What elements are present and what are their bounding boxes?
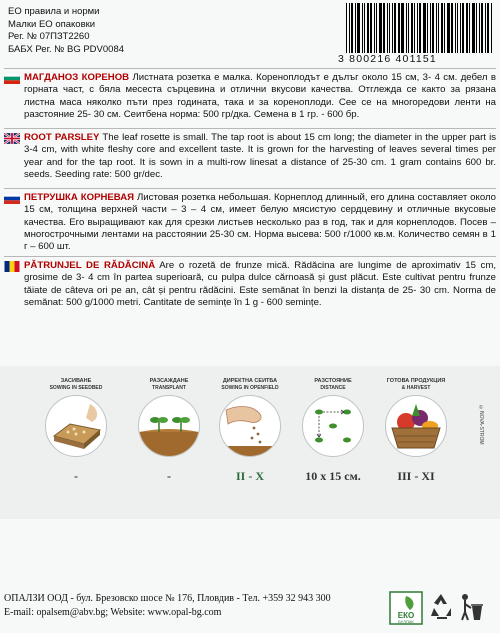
spacing-icon (302, 395, 364, 457)
copyright-mark: ©NOVA-STROM (478, 405, 484, 445)
hand-sowing-icon (219, 395, 281, 457)
step-value: III - XI (397, 469, 435, 483)
barcode-bar (389, 3, 390, 53)
barcode (338, 3, 496, 67)
barcode-bar (408, 3, 409, 53)
barcode-bar (355, 3, 356, 53)
section-text: Листната розетка е малка. Кореноплодът е дълъг около 15 см, 3- 4 см. дебел в горната част, с бяла месеста сърцевина и отлични вкусови качества. Отглежда се както за рязана листна маса няколко пъти през годината, така и за кореноплоди. Сее се на многоредови ленти на разстояние 25- 30 см. Сеитбена норма: 500 гр/дка. Семена в 1 гр. - 600 бр. (24, 72, 496, 120)
barcode-bar (460, 3, 461, 53)
package-line: Малки ЕО опаковки (8, 18, 96, 30)
step-label-bg: ДИРЕКТНА СЕИТБА (222, 378, 278, 384)
barcode-bar (374, 3, 375, 53)
barcode-bar (383, 3, 385, 53)
step-label-bg: ЗАСИВАНЕ (60, 378, 92, 384)
step-value: II - X (235, 469, 264, 483)
barcode-bar (349, 3, 350, 53)
step-label-en: SOWING IN SEEDBED (49, 385, 103, 391)
barcode-bar (406, 3, 407, 53)
section-bulgarian (4, 72, 496, 121)
barcode-bar (444, 3, 445, 53)
barcode-bar (392, 3, 393, 53)
section-title: ROOT PARSLEY (24, 132, 100, 143)
section-romanian (4, 260, 496, 309)
barcode-digits: 3 800216 401151 (338, 53, 437, 65)
barcode-bar (485, 3, 486, 53)
barcode-bar (487, 3, 489, 53)
section-text: Are o rozetă de frunze mică. Rădăcina are lungime de aproximativ 15 cm, grosime de 3- 4 cm în partea superioară, cu pulpa dulce cărnoasă și gust plăcut. Este cultivat pentru frunze tăiate de câteva ori pe an, cât și pentru rădăcini. Este semănat în benzi la distanța de 25- 30 cm. Norma de semănat: 500 g/1000 metri. Cantitate de semințe în 1 g - 600 semințe. (24, 260, 496, 308)
barcode-bar (394, 3, 396, 53)
divider (4, 188, 496, 189)
barcode-bar (414, 3, 415, 53)
barcode-bar (441, 3, 443, 53)
section-title: PĂTRUNJEL DE RĂDĂCINĂ (24, 260, 156, 271)
divider (4, 256, 496, 257)
barcode-bar (466, 3, 468, 53)
step-direct-sowing (214, 378, 286, 484)
step-harvest (380, 378, 452, 484)
barcode-bar (379, 3, 382, 53)
divider (4, 68, 496, 69)
barcode-bar (491, 3, 492, 53)
section-title: ПЕТРУШКА КОРНЕВАЯ (24, 192, 135, 203)
step-label-bg: РАЗСАЖДАНЕ (149, 378, 189, 384)
barcode-bar (447, 3, 450, 53)
barcode-bar (367, 3, 369, 53)
seedlings-icon (138, 395, 200, 457)
divider (4, 128, 496, 129)
step-value: - (74, 469, 78, 483)
step-sowing-seedbed (40, 378, 112, 484)
barcode-bar (476, 3, 477, 53)
barcode-bar (469, 3, 470, 53)
barcode-bar (417, 3, 418, 53)
section-text: Листовая розетка небольшая. Корнеплод длинный, его длина составляет около 15 см, толщина верхней части – 3 – 4 см, имеет белую мясистую сердцевину и отличные вкусовые качества. Его выращивают как для срезки листьев несколько раз в год, так и для корнеплодов. Посев – многострочными лентами на расстоянии 25-30 см. Норма высева: 500 г/1000 кв.м. Количество семян в 1 г – 600 шт. (24, 192, 496, 253)
barcode-bar (457, 3, 458, 53)
eko-logo-subtext: БУЛПАК (398, 619, 414, 624)
barcode-bar (364, 3, 365, 53)
barcode-bar (401, 3, 404, 53)
barcode-bar (438, 3, 439, 53)
barcode-bar (455, 3, 456, 53)
company-contact: E-mail: opalsem@abv.bg; Website: www.opal-bg.com (4, 606, 222, 618)
barcode-bar (346, 3, 347, 53)
section-title: МАГДАНОЗ КОРЕНОВ (24, 72, 130, 83)
babh-reg-line: БАБХ Рег. № BG PDV0084 (8, 43, 125, 55)
barcode-bar (427, 3, 428, 53)
step-value: - (167, 469, 171, 483)
step-label-bg: ГОТОВА ПРОДУКЦИЯ (386, 378, 446, 384)
recycle-icon (429, 588, 453, 633)
barcode-bar (351, 3, 353, 53)
seed-tray-icon (45, 395, 107, 457)
barcode-bar (432, 3, 434, 53)
barcode-bar (481, 3, 483, 53)
barcode-bar (370, 3, 372, 53)
section-text: The leaf rosette is small. The tap root is about 15 cm long; the diameter in the upper part is 3-4 cm, with white fleshy core and excellent taste. It is grown for the harvesting of leaves several times per year and for the tap root. It is sown in a multi-row linesat a distance of 25-30 cm. 1 gram contains 600 br. seeds. Seeding rate: 500 gr/dec. (24, 132, 496, 180)
barcode-bar (472, 3, 475, 53)
step-value: 10 x 15 см. (305, 469, 361, 483)
uk-flag-icon (4, 133, 20, 144)
barcode-bar (362, 3, 363, 53)
step-distance (297, 378, 369, 484)
step-label-en: SOWING IN OPENFIELD (221, 385, 279, 391)
barcode-bar (387, 3, 388, 53)
section-english (4, 132, 496, 181)
tidy-man-bin-icon (457, 588, 485, 633)
barcode-bar (357, 3, 360, 53)
step-label-en: TRANSPLANT (152, 385, 186, 391)
romania-flag-icon (4, 261, 20, 272)
company-address: ОПАЛЗИ ООД - бул. Брезовско шосе № 176, Пловдив - Тел. +359 32 943 300 (4, 593, 331, 604)
barcode-bar (479, 3, 480, 53)
barcode-bar (451, 3, 453, 53)
step-label-en: DISTANCE (320, 385, 346, 391)
barcode-bar (398, 3, 400, 53)
barcode-bar (411, 3, 413, 53)
barcode-bar (462, 3, 464, 53)
vegetable-basket-icon (385, 395, 447, 457)
barcode-bar (436, 3, 437, 53)
barcode-bar (419, 3, 421, 53)
registration-info (8, 6, 124, 56)
barcode-bar (423, 3, 426, 53)
bulgaria-flag-icon (4, 73, 20, 84)
step-transplant (133, 378, 205, 484)
russia-flag-icon (4, 193, 20, 204)
barcode-bars (338, 3, 496, 53)
eko-bulpak-logo (388, 588, 424, 633)
section-russian (4, 192, 496, 253)
regulation-line: ЕО правила и норми (8, 6, 100, 17)
company-footer (4, 592, 331, 619)
barcode-bar (376, 3, 377, 53)
step-label-en: & HARVEST (401, 385, 431, 391)
eko-logo-text: ЕКО (397, 611, 415, 620)
step-label-bg: РАЗСТОЯНИЕ (314, 378, 352, 384)
reg-number-line: Рег. № 07ПЗТ2260 (8, 31, 90, 42)
barcode-bar (430, 3, 431, 53)
